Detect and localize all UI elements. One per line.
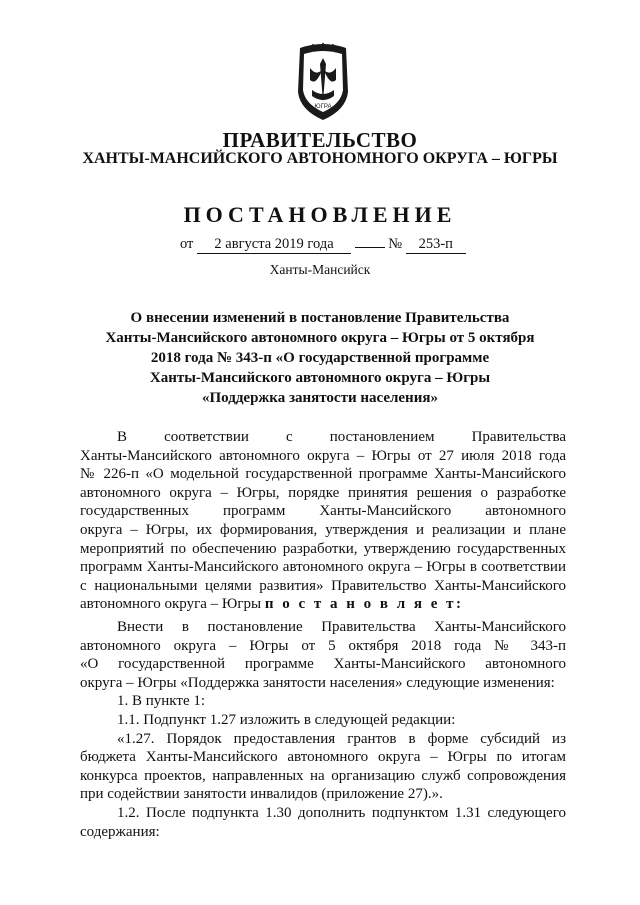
quote-line-last: при содействии занятости инвалидов (приложение 27).». — [80, 786, 443, 803]
date-number-line — [180, 236, 466, 254]
text-line: автономного округа – Югры, порядке принятия решения о разработке — [80, 484, 566, 501]
region-heading: ХАНТЫ-МАНСИЙСКОГО АВТОНОМНОГО ОКРУГА – ЮГРЫ — [82, 150, 558, 167]
item-1-1: 1.1. Подпункт 1.27 изложить в следующей редакции: — [117, 711, 456, 728]
title-line: «Поддержка занятости населения» — [202, 390, 438, 406]
number-prefix: № — [388, 236, 403, 252]
text-line: программ Ханты-Мансийского автономного округа – Югры в соответствии — [80, 559, 566, 576]
text-line: автономного округа – Югры от 5 октября 2018 года № 343-п — [80, 637, 566, 654]
crest-label: ЮГРА — [314, 104, 332, 110]
quote-line: «1.27. Порядок предоставления грантов в форме субсидий из — [117, 730, 566, 747]
text-line: № 226-п «О модельной государственной программе Ханты-Мансийского — [80, 466, 566, 483]
preamble-last: автономного округа – Югры — [80, 596, 262, 613]
text-line: с национальными целями развития» Правительство Ханты-Мансийского — [80, 577, 566, 594]
quote-line: конкурса проектов, направленных на организацию служб сопровождения — [80, 767, 566, 784]
title-line: О внесении изменений в постановление Правительства — [130, 310, 510, 326]
decree-word: п о с т а н о в л я е т: — [264, 596, 464, 613]
item-1-2-last: содержания: — [80, 823, 160, 840]
government-heading: ПРАВИТЕЛЬСТВО — [222, 128, 418, 152]
item-1: 1. В пункте 1: — [117, 693, 206, 710]
title-line: Ханты-Мансийского автономного округа – Югры — [149, 370, 491, 386]
text-line: округа – Югры, их формирования, утверждения и реализации и плане — [80, 521, 566, 538]
text-line-last: округа – Югры «Поддержка занятости населения» следующие изменения: — [80, 674, 555, 691]
title-line: Ханты-Мансийского автономного округа – Югры от 5 октября — [105, 330, 535, 346]
document-type-heading: ПОСТАНОВЛЕНИЕ — [183, 202, 457, 227]
coat-of-arms-emblem — [288, 40, 358, 122]
amendment-paragraph — [80, 618, 566, 841]
preamble-paragraph — [80, 428, 566, 614]
quote-line: бюджета Ханты-Мансийского автономного округа – Югры по итогам — [80, 749, 566, 766]
document-date: 2 августа 2019 года — [197, 236, 351, 254]
title-line: 2018 года № 343-п «О государственной программе — [150, 350, 490, 366]
text-line: Ханты-Мансийского автономного округа – Югры от 27 июля 2018 года — [80, 447, 566, 464]
city-label: Ханты-Мансийск — [269, 262, 371, 277]
text-line: В соответствии с постановлением Правительства — [117, 429, 566, 445]
document-title — [0, 308, 640, 408]
date-prefix: от — [180, 236, 194, 252]
text-line: «О государственной программе Ханты-Мансийского автономного — [80, 656, 566, 673]
item-1-2: 1.2. После подпункта 1.30 дополнить подпунктом 1.31 следующего — [117, 804, 566, 821]
text-line-last — [80, 595, 566, 614]
text-line: государственных программ Ханты-Мансийского автономного — [80, 503, 566, 520]
document-number: 253-п — [406, 236, 466, 254]
text-line: мероприятий по обеспечению разработки, утверждению государственных — [80, 540, 566, 557]
text-line: Внести в постановление Правительства Ханты-Мансийского — [117, 619, 566, 635]
